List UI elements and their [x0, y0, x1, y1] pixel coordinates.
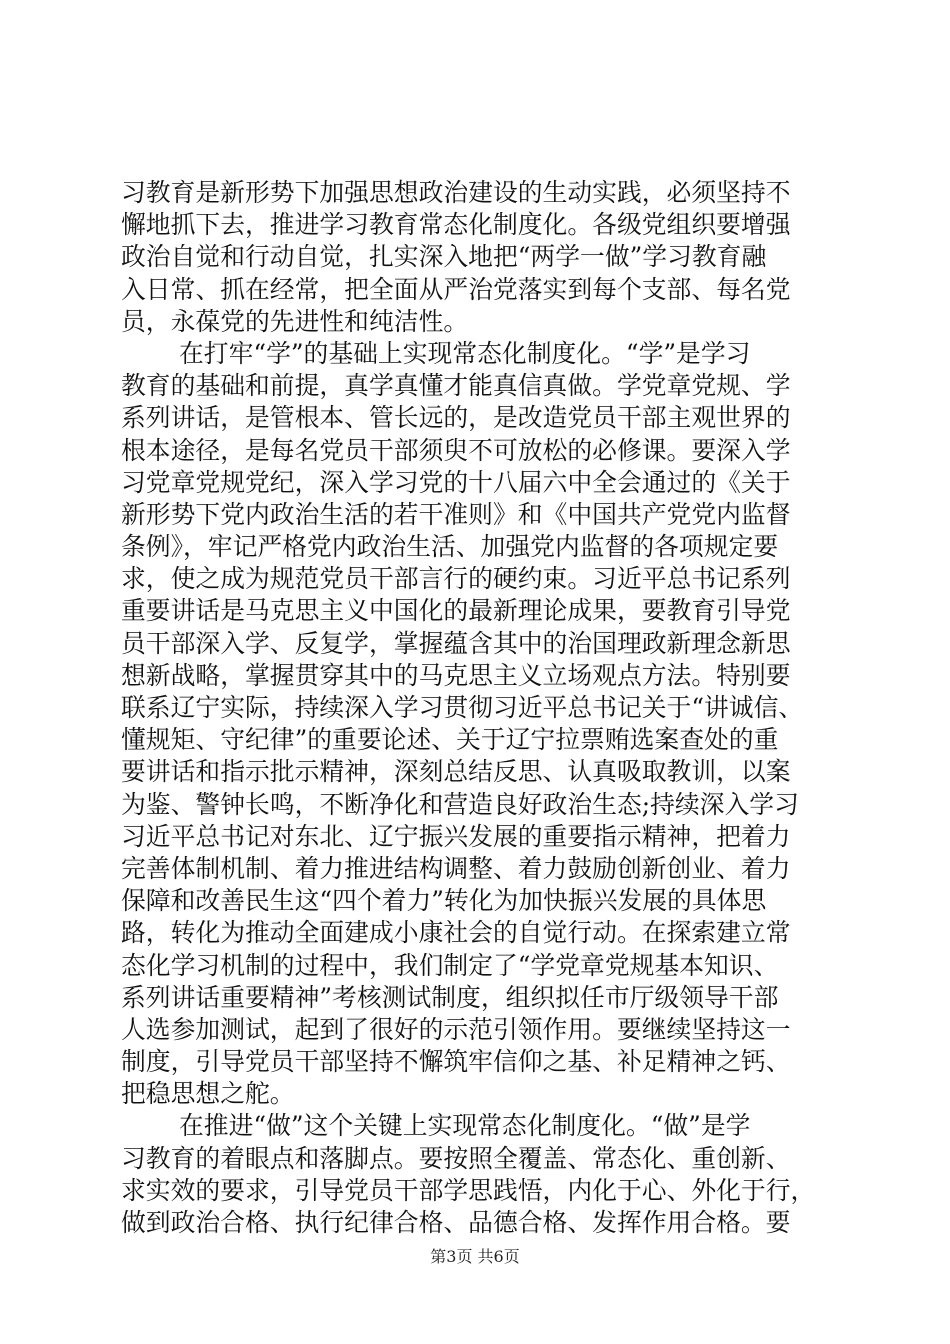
text-line: 根本途径，是每名党员干部须臾不可放松的必修课。要深入学 — [121, 435, 791, 465]
text-line: 习近平总书记对东北、辽宁振兴发展的重要指示精神，把着力 — [121, 821, 791, 851]
text-line: 保障和改善民生这“四个着力”转化为加快振兴发展的具体思 — [121, 886, 767, 916]
text-line: 联系辽宁实际，持续深入学习贯彻习近平总书记关于“讲诚信、 — [121, 693, 804, 722]
page-footer: 第3页 共6页 — [430, 1247, 520, 1266]
text-line: 条例》，牢记严格党内政治生活、加强党内监督的各项规定要 — [121, 532, 779, 562]
text-line: 重要讲话是马克思主义中国化的最新理论成果，要教育引导党 — [121, 596, 791, 626]
text-line: 系列讲话，是管根本、管长远的，是改造党员干部主观世界的 — [121, 403, 791, 433]
text-line: 入日常、抓在经常，把全面从严治党落实到每个支部、每名党 — [121, 274, 791, 304]
text-line: 求实效的要求，引导党员干部学思践悟，内化于心、外化于行， — [121, 1175, 816, 1205]
text-line: 习党章党规党纪，深入学习党的十八届六中全会通过的《关于 — [121, 467, 791, 497]
text-line: 员干部深入学、反复学，掌握蕴含其中的治国理政新理念新思 — [121, 628, 791, 658]
text-line: 想新战略，掌握贯穿其中的马克思主义立场观点方法。特别要 — [121, 660, 791, 690]
text-line: 习教育是新形势下加强思想政治建设的生动实践，必须坚持不 — [121, 178, 791, 207]
text-line: 把稳思想之舵。 — [121, 1079, 295, 1109]
paragraph-first-line: 在打牢“学”的基础上实现常态化制度化。“学”是学习 — [179, 338, 751, 368]
text-line: 人选参加测试，起到了很好的示范引领作用。要继续坚持这一 — [121, 1014, 791, 1044]
text-line: 要讲话和指示批示精神，深刻总结反思、认真吸取教训，以案 — [121, 757, 791, 787]
text-line: 为鉴、警钟长鸣，不断净化和营造良好政治生态;持续深入学习 — [121, 789, 799, 819]
text-line: 路，转化为推动全面建成小康社会的自觉行动。在探索建立常 — [121, 918, 791, 948]
text-line: 制度，引导党员干部坚持不懈筑牢信仰之基、补足精神之钙、 — [121, 1047, 791, 1077]
document-body — [121, 177, 841, 1239]
text-line: 习教育的着眼点和落脚点。要按照全覆盖、常态化、重创新、 — [121, 1143, 791, 1173]
text-line: 懈地抓下去，推进学习教育常态化制度化。各级党组织要增强 — [121, 210, 791, 240]
text-line: 员，永葆党的先进性和纯洁性。 — [121, 306, 469, 336]
text-line: 新形势下党内政治生活的若干准则》和《中国共产党党内监督 — [121, 499, 791, 529]
text-line: 完善体制机制、着力推进结构调整、着力鼓励创新创业、着力 — [121, 853, 791, 883]
text-line: 系列讲话重要精神”考核测试制度，组织拟任市厅级领导干部 — [121, 982, 779, 1012]
text-line: 求，使之成为规范党员干部言行的硬约束。习近平总书记系列 — [121, 564, 791, 594]
text-line: 懂规矩、守纪律”的重要论述、关于辽宁拉票贿选案查处的重 — [121, 725, 779, 755]
paragraph-first-line: 在推进“做”这个关键上实现常态化制度化。“做”是学 — [179, 1111, 751, 1141]
text-line: 态化学习机制的过程中，我们制定了“学党章党规基本知识、 — [121, 950, 779, 980]
text-line: 教育的基础和前提，真学真懂才能真信真做。学党章党规、学 — [121, 371, 791, 401]
text-line: 政治自觉和行动自觉，扎实深入地把“两学一做”学习教育融 — [121, 242, 767, 272]
text-line: 做到政治合格、执行纪律合格、品德合格、发挥作用合格。要 — [121, 1208, 791, 1237]
